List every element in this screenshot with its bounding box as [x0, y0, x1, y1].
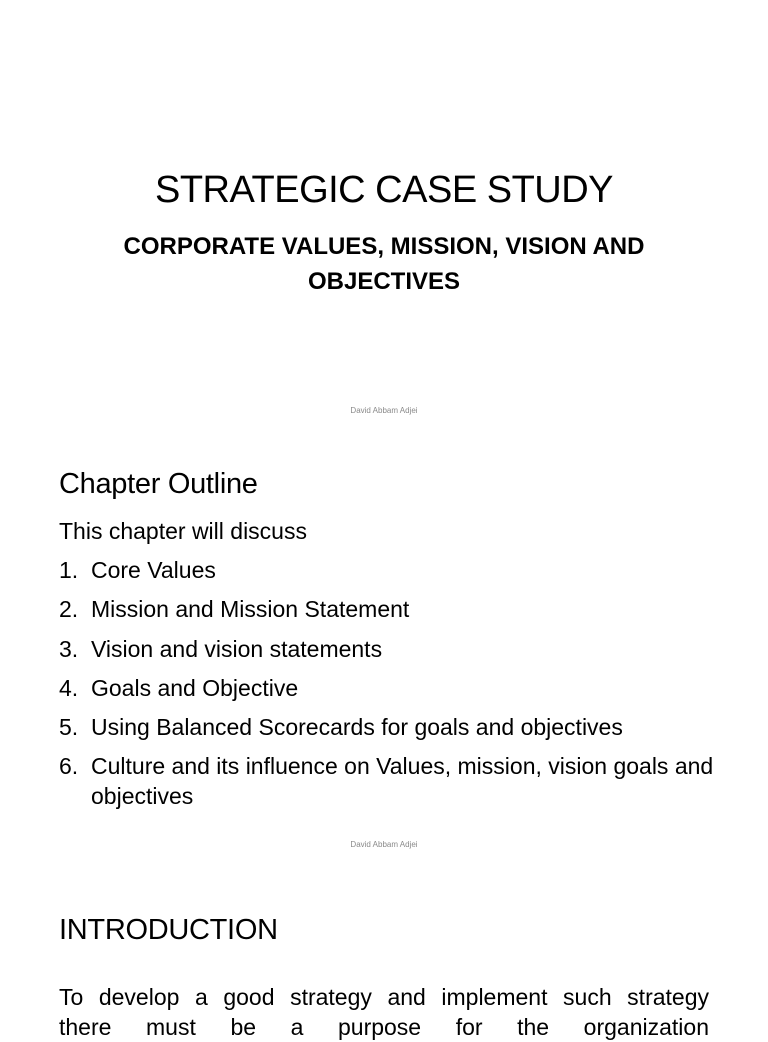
outline-heading: Chapter Outline [59, 468, 258, 500]
outline-intro: This chapter will discuss [59, 518, 307, 544]
list-item-number: 3. [59, 635, 79, 662]
list-item-text: Using Balanced Scorecards for goals and objectives [91, 714, 623, 741]
list-item-text: Goals and Objective [91, 674, 299, 701]
slide-subtitle: CORPORATE VALUES, MISSION, VISION AND OBJECTIVES [123, 233, 645, 295]
list-item-text: Core Values [91, 557, 216, 583]
introduction-slide [0, 864, 768, 1040]
list-item [59, 555, 719, 585]
list-item [59, 751, 719, 811]
introduction-heading: INTRODUCTION [59, 914, 278, 946]
title-slide [0, 0, 768, 432]
list-item-text: Culture and its influence on Values, mission, vision goals and objectives [91, 753, 714, 810]
list-item-number: 6. [59, 753, 79, 780]
list-item-number: 4. [59, 674, 79, 701]
list-item-text: Mission and Mission Statement [91, 596, 410, 623]
slide-footer-author: David Abbam Adjei [350, 406, 418, 415]
outline-list [59, 555, 719, 821]
outline-slide [0, 432, 768, 864]
slide-title: STRATEGIC CASE STUDY [154, 169, 614, 211]
introduction-paragraph: To develop a good strategy and implement such strategy there must be a purpose for the organization [59, 984, 709, 1040]
list-item-number: 2. [59, 596, 79, 623]
list-item [59, 594, 719, 624]
list-item-number: 1. [59, 557, 79, 583]
list-item-number: 5. [59, 714, 79, 741]
list-item [59, 712, 719, 742]
list-item-text: Vision and vision statements [91, 635, 383, 662]
list-item [59, 673, 719, 703]
slide-footer-author: David Abbam Adjei [350, 840, 418, 849]
list-item [59, 634, 719, 664]
